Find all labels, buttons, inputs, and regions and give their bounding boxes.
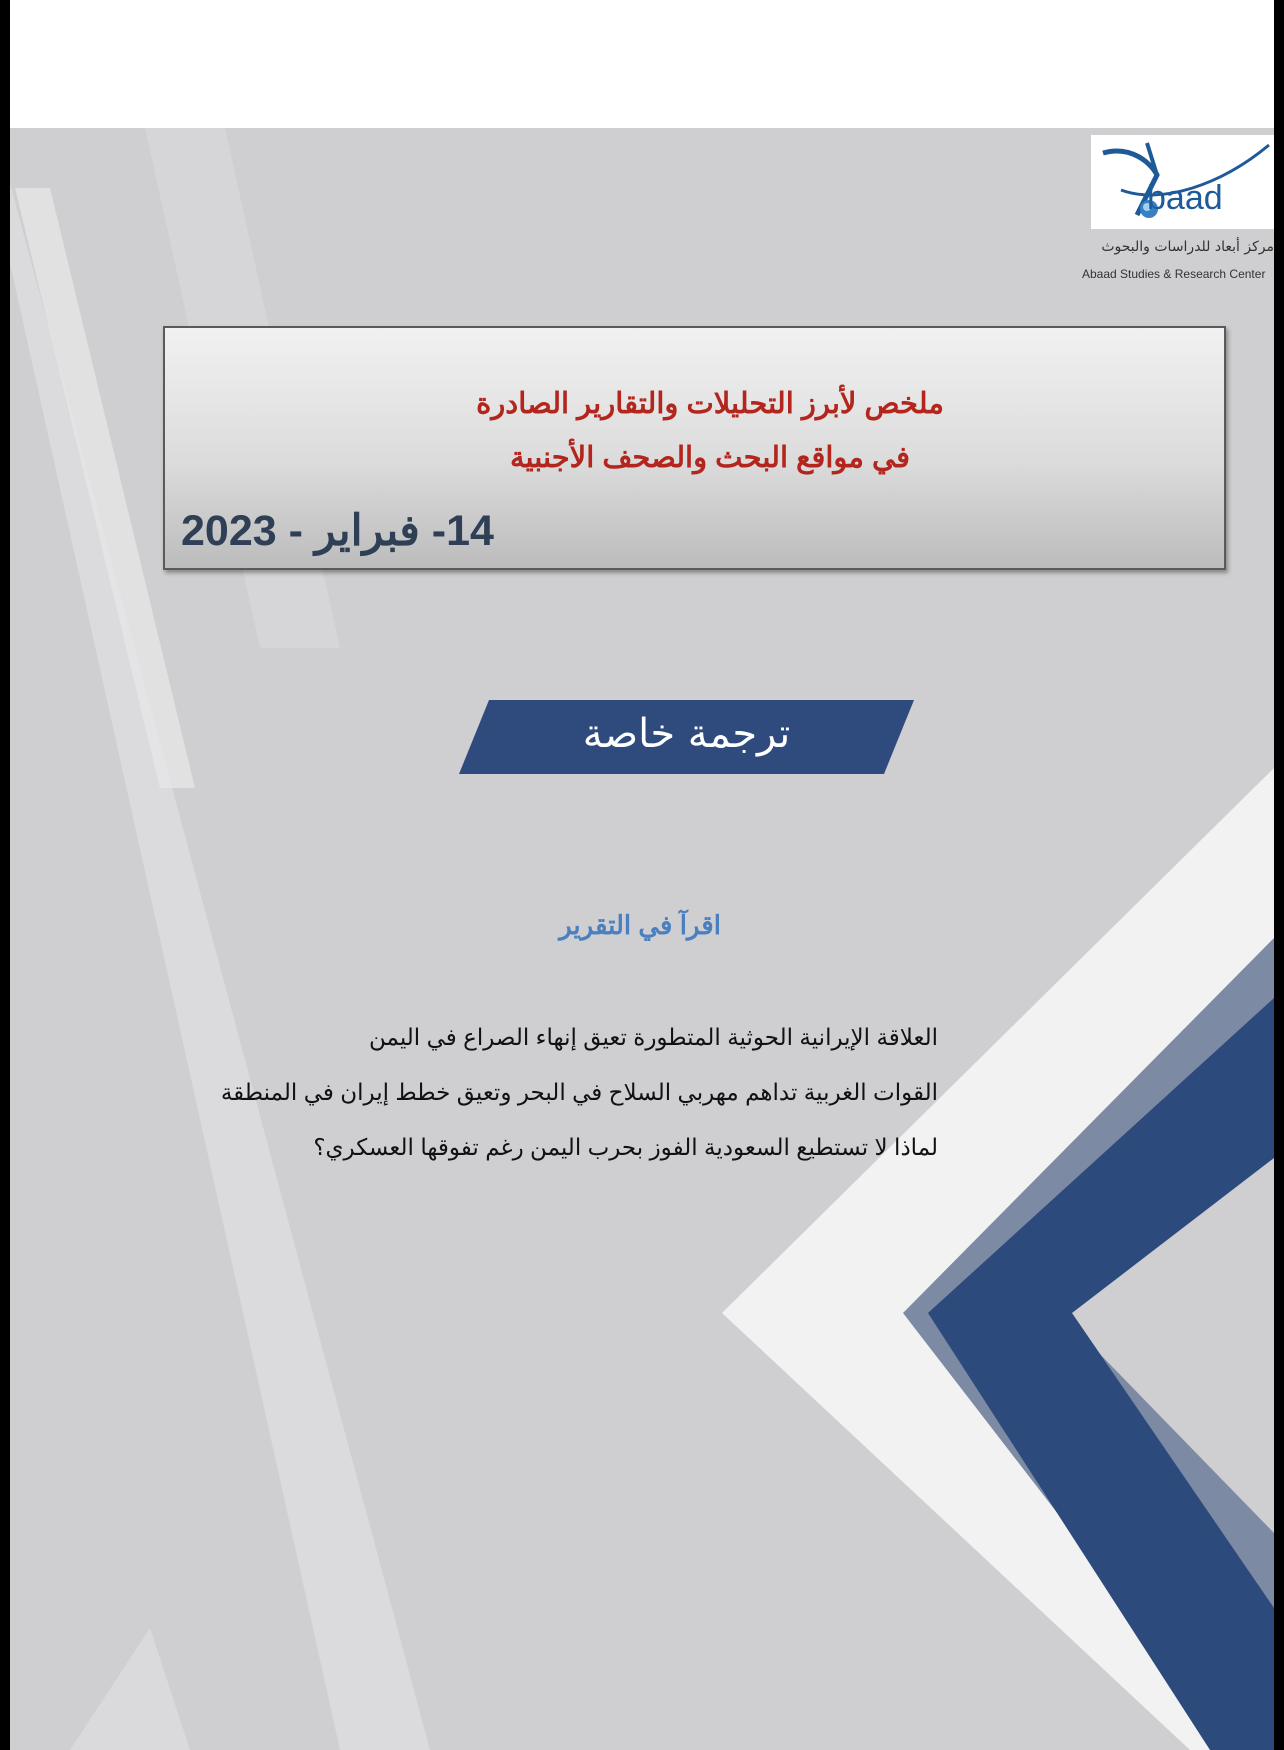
logo-wordmark: baad [1147,179,1223,217]
banner-label: ترجمة خاصة [582,711,791,757]
title-line-1: ملخص لأبرز التحليلات والتقارير الصادرة [476,388,944,420]
list-item: العلاقة الإيرانية الحوثية المتطورة تعيق إنهاء الصراع في اليمن [369,1024,938,1050]
abaad-logo [1091,135,1274,229]
report-items-list [190,1010,938,1175]
document-page [10,0,1274,1750]
report-date: 14- فبراير - 2023 [181,507,494,555]
title-box [163,326,1226,570]
logo-english-name: Abaad Studies & Research Center [1082,267,1266,281]
report-heading: اقرآ في التقرير [559,910,721,940]
list-item: القوات الغربية تداهم مهربي السلاح في البحر وتعيق خطط إيران في المنطقة [220,1079,938,1105]
logo-arabic-name: مركز أبعاد للدراسات والبحوث [1101,239,1274,255]
light-streak-4 [70,1628,190,1750]
list-item: لماذا لا تستطيع السعودية الفوز بحرب اليمن رغم تفوقها العسكري؟ [313,1134,938,1160]
title-line-2: في مواقع البحث والصحف الأجنبية [509,442,911,474]
cover-background [10,128,1274,1750]
